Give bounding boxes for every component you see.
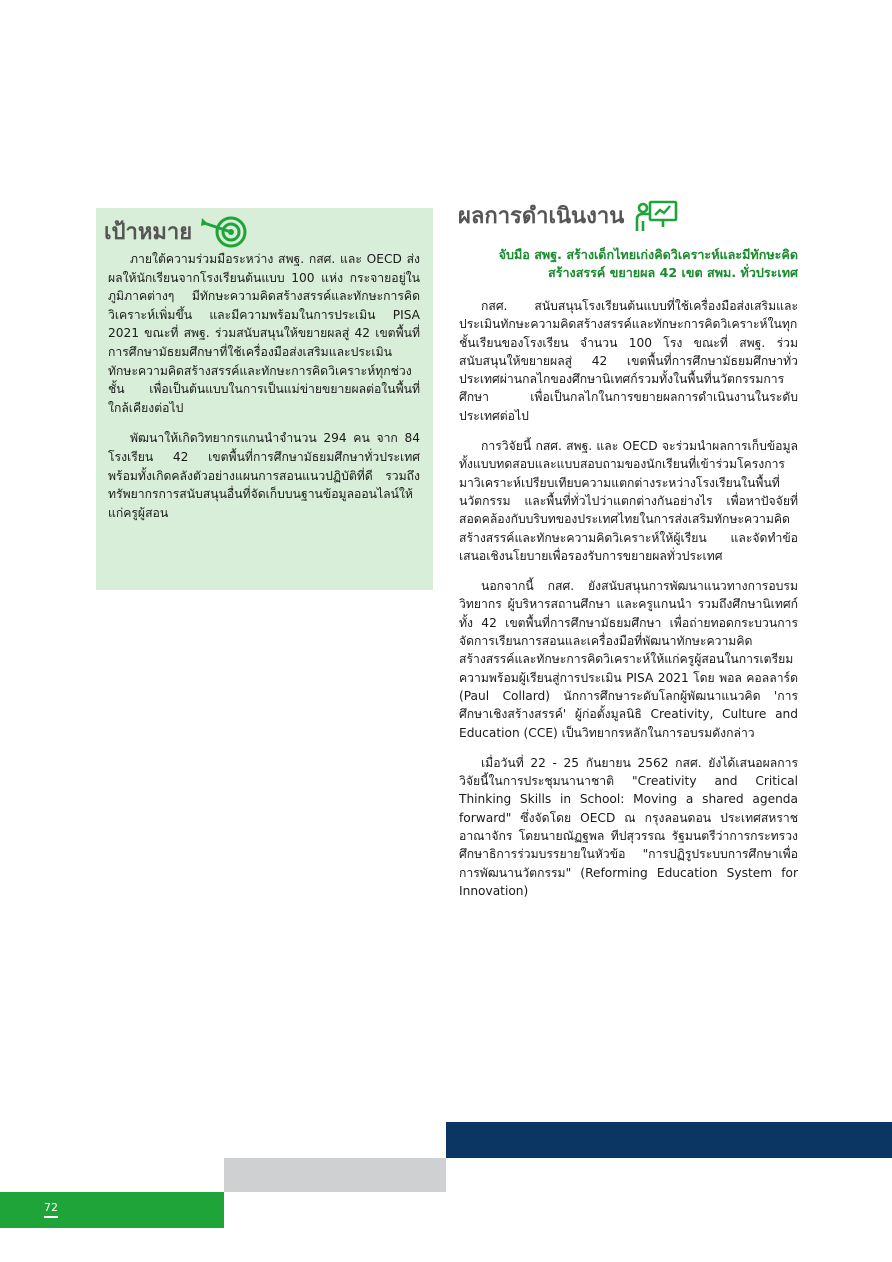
goal-title: เป้าหมาย — [104, 220, 193, 245]
results-body — [459, 297, 798, 912]
goal-paragraph-2: พัฒนาให้เกิดวิทยากรแกนนำจำนวน 294 คน จาก 84 โรงเรียน 42 เขตพื้นที่การศึกษามัธยมศึกษาทั่วประเทศ พร้อมทั้งเกิดคลังตัวอย่างแผนการสอนแนวปฏิบัติที่ดี รวมถึงทรัพยากรการสนับสนุนอื่นที่จัดเก็บบนฐานข้อมูลออนไลน์ให้แก่ครูผู้สอน — [108, 431, 420, 520]
page-number: 72 — [44, 1201, 58, 1218]
results-paragraph-1: กสศ. สนับสนุนโรงเรียนต้นแบบที่ใช้เครื่องมือส่งเสริมและประเมินทักษะความคิดสร้างสรรค์และทักษะการคิดวิเคราะห์ในทุกชั้นเรียนของโรงเรียน จำนวน 100 โรง ขณะที่ สพฐ. ร่วมสนับสนุนให้ขยายผลสู่ 42 เขตพื้นที่การศึกษามัธยมศึกษาทั่วประเทศผ่านกลไกของศึกษานิเทศก์รวมทั้งในพื้นที่นวัตกรรมการศึกษา เพื่อเป็นกลไกในการขยายผลการดำเนินงานในระดับประเทศต่อไป — [459, 299, 798, 423]
results-paragraph-3: นอกจากนี้ กสศ. ยังสนับสนุนการพัฒนาแนวทางการอบรมวิทยากร ผู้บริหารสถานศึกษา และครูแกนนำ รวมถึงศึกษานิเทศก์ทั้ง 42 เขตพื้นที่การศึกษามัธยมศึกษา เพื่อถ่ายทอดกระบวนการจัดการเรียนการสอนและเครื่องมือที่พัฒนาทักษะความคิดสร้างสรรค์และทักษะการคิดวิเคราะห์ให้แก่ครูผู้สอนในการเตรียมความพร้อมผู้เรียนสู่การประเมิน PISA 2021 โดย พอล คอลลาร์ด (Paul Collard) นักการศึกษาระดับโลกผู้พัฒนาแนวคิด 'การศึกษาเชิงสร้างสรรค์' ผู้ก่อตั้งมูลนิธิ Creativity, Culture and Education (CCE) เป็นวิทยากรหลักในการอบรมดังกล่าว — [459, 579, 798, 740]
footer-band-navy — [446, 1122, 892, 1158]
results-heading — [458, 198, 680, 233]
goal-heading — [104, 214, 248, 249]
results-title: ผลการดำเนินงาน — [458, 204, 625, 229]
target-arrow-icon — [198, 215, 248, 249]
results-paragraph-2: การวิจัยนี้ กสศ. สพฐ. และ OECD จะร่วมนำผลการเก็บข้อมูลทั้งแบบทดสอบและแบบสอบถามของนักเรียนที่เข้าร่วมโครงการมาวิเคราะห์เปรียบเทียบความแตกต่างระหว่างโรงเรียนในพื้นที่นวัตกรรม และพื้นที่ทั่วไปว่าแตกต่างกันอย่างไร เพื่อหาปัจจัยที่สอดคล้องกับบริบทของประเทศไทยในการส่งเสริมทักษะความคิดสร้างสรรค์และทักษะความคิดวิเคราะห์ให้ผู้เรียน และจัดทำข้อเสนอเชิงนโยบายเพื่อรองรับการขยายผลทั่วประเทศ — [459, 439, 798, 563]
footer-band-green — [0, 1192, 224, 1228]
goal-body — [108, 250, 420, 534]
goal-box — [96, 208, 433, 590]
footer-band-gray — [224, 1158, 446, 1192]
results-paragraph-4: เมื่อวันที่ 22 - 25 กันยายน 2562 กสศ. ยังได้เสนอผลการวิจัยนี้ในการประชุมนานาชาติ "Creativity and Critical Thinking Skills in School: Moving a shared agenda forward" ซึ่งจัดโดย OECD ณ กรุงลอนดอน ประเทศสหราชอาณาจักร โดยนายณัฏฐพล ทีปสุวรรณ รัฐมนตรีว่าการกระทรวงศึกษาธิการร่วมบรรยายในหัวข้อ "การปฏิรูประบบการศึกษาเพื่อการพัฒนานวัตกรรม" (Reforming Education System for Innovation) — [459, 755, 798, 898]
goal-paragraph-1: ภายใต้ความร่วมมือระหว่าง สพฐ. กสศ. และ OECD ส่งผลให้นักเรียนจากโรงเรียนต้นแบบ 100 แห่ง กระจายอยู่ในภูมิภาคต่างๆ มีทักษะความคิดสร้างสรรค์และทักษะการคิดวิเคราะห์เพิ่มขึ้น และมีความพร้อมในการประเมิน PISA 2021 ขณะที่ สพฐ. ร่วมสนับสนุนให้ขยายผลสู่ 42 เขตพื้นที่การศึกษามัธยมศึกษาที่ใช้เครื่องมือส่งเสริมและประเมินทักษะความคิดสร้างสรรค์และทักษะการคิดวิเคราะห์ทุกช่วงชั้น เพื่อเป็นต้นแบบในการเป็นแม่ข่ายขยายผลต่อในพื้นที่ใกล้เคียงต่อไป — [108, 252, 420, 415]
results-subheading: จับมือ สพฐ. สร้างเด็กไทยเก่งคิดวิเคราะห์และมีทักษะคิดสร้างสรรค์ ขยายผล 42 เขต สพม. ทั่วประเทศ — [498, 247, 798, 280]
teacher-board-icon — [634, 199, 680, 233]
